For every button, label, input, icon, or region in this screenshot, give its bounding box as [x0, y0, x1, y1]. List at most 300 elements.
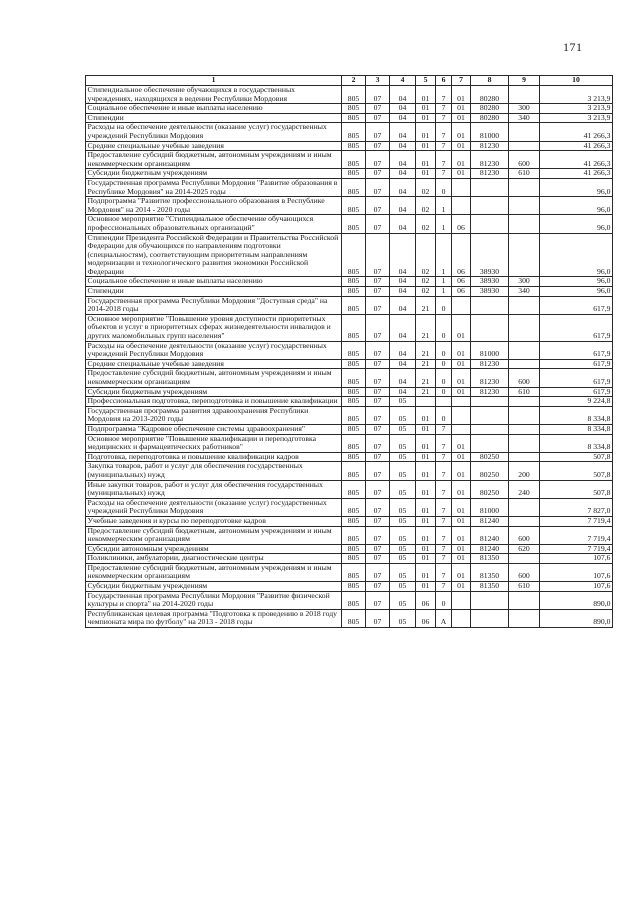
code-cell: 805: [342, 86, 366, 104]
code-cell: 610: [509, 582, 540, 592]
amount-cell: 96,0: [540, 287, 613, 297]
amount-cell: 3 213,9: [540, 104, 613, 114]
code-cell: 07: [366, 554, 390, 564]
table-row: [86, 387, 613, 397]
column-header: 6: [436, 76, 452, 86]
code-cell: 04: [390, 86, 416, 104]
code-cell: 07: [366, 369, 390, 387]
amount-cell: 96,0: [540, 197, 613, 215]
code-cell: [452, 397, 471, 407]
code-cell: 81230: [471, 359, 509, 369]
code-cell: 01: [452, 544, 471, 554]
code-cell: 04: [390, 387, 416, 397]
code-cell: 805: [342, 296, 366, 314]
column-header: 2: [342, 76, 366, 86]
code-cell: 81350: [471, 582, 509, 592]
code-cell: 200: [509, 462, 540, 480]
code-cell: [509, 397, 540, 407]
budget-table: [85, 75, 613, 628]
code-cell: 06: [452, 233, 471, 277]
code-cell: 01: [452, 582, 471, 592]
code-cell: 805: [342, 197, 366, 215]
row-name-cell: Поликлиники, амбулатории, диагностические центры: [86, 554, 342, 564]
code-cell: 06: [416, 591, 436, 609]
code-cell: 01: [452, 341, 471, 359]
row-name-cell: Расходы на обеспечение деятельности (оказание услуг) государственных учреждений Республики Мордовия: [86, 498, 342, 516]
code-cell: 01: [416, 434, 436, 452]
code-cell: 01: [452, 563, 471, 581]
code-cell: 04: [390, 197, 416, 215]
code-cell: 81230: [471, 169, 509, 179]
code-cell: [452, 178, 471, 196]
code-cell: 02: [416, 178, 436, 196]
code-cell: 7: [436, 582, 452, 592]
code-cell: [471, 296, 509, 314]
code-cell: 805: [342, 104, 366, 114]
code-cell: 07: [366, 526, 390, 544]
table-row: [86, 341, 613, 359]
code-cell: 81350: [471, 554, 509, 564]
amount-cell: 3 213,9: [540, 113, 613, 123]
code-cell: 06: [452, 287, 471, 297]
code-cell: 805: [342, 480, 366, 498]
code-cell: 05: [390, 544, 416, 554]
code-cell: 805: [342, 215, 366, 233]
code-cell: 04: [390, 341, 416, 359]
amount-cell: 617,9: [540, 341, 613, 359]
table-row: [86, 314, 613, 341]
row-name-cell: Предоставление субсидий бюджетным, автономным учреждениям и иным некоммерческим организациям: [86, 526, 342, 544]
table-row: [86, 359, 613, 369]
code-cell: 7: [436, 141, 452, 151]
code-cell: 05: [390, 424, 416, 434]
code-cell: 01: [416, 582, 436, 592]
code-cell: 21: [416, 296, 436, 314]
code-cell: 7: [436, 480, 452, 498]
code-cell: [509, 434, 540, 452]
code-cell: 81240: [471, 544, 509, 554]
code-cell: 02: [416, 277, 436, 287]
amount-cell: 617,9: [540, 359, 613, 369]
code-cell: 21: [416, 359, 436, 369]
code-cell: 7: [436, 498, 452, 516]
amount-cell: 9 224,8: [540, 397, 613, 407]
table-row: [86, 86, 613, 104]
code-cell: [509, 141, 540, 151]
code-cell: [471, 609, 509, 627]
code-cell: 80280: [471, 113, 509, 123]
code-cell: 05: [390, 498, 416, 516]
column-header: 8: [471, 76, 509, 86]
code-cell: 300: [509, 277, 540, 287]
code-cell: 07: [366, 516, 390, 526]
row-name-cell: Средние специальные учебные заведения: [86, 141, 342, 151]
code-cell: 01: [416, 123, 436, 141]
code-cell: 01: [416, 498, 436, 516]
code-cell: 01: [452, 113, 471, 123]
table-row: [86, 544, 613, 554]
row-name-cell: Предоставление субсидий бюджетным, автономным учреждениям и иным некоммерческим организациям: [86, 151, 342, 169]
code-cell: [509, 178, 540, 196]
code-cell: 01: [452, 452, 471, 462]
code-cell: 05: [390, 526, 416, 544]
code-cell: 07: [366, 462, 390, 480]
code-cell: 0: [436, 314, 452, 341]
row-name-cell: Основное мероприятие "Повышение уровня доступности приоритетных объектов и услуг в приоритетных сферах жизнедеятельности инвалидов и других маломобильных групп населения": [86, 314, 342, 341]
table-row: [86, 582, 613, 592]
row-name-cell: Субсидии бюджетным учреждениям: [86, 169, 342, 179]
code-cell: 05: [390, 582, 416, 592]
table-row: [86, 277, 613, 287]
row-name-cell: Расходы на обеспечение деятельности (оказание услуг) государственных учреждений Республики Мордовия: [86, 123, 342, 141]
code-cell: 7: [436, 563, 452, 581]
code-cell: 805: [342, 369, 366, 387]
code-cell: 805: [342, 141, 366, 151]
code-cell: 805: [342, 277, 366, 287]
code-cell: 01: [416, 452, 436, 462]
code-cell: 80280: [471, 104, 509, 114]
code-cell: 0: [436, 296, 452, 314]
code-cell: 01: [452, 554, 471, 564]
code-cell: 240: [509, 480, 540, 498]
code-cell: 06: [416, 609, 436, 627]
code-cell: 04: [390, 151, 416, 169]
amount-cell: 507,8: [540, 480, 613, 498]
code-cell: [509, 554, 540, 564]
code-cell: [509, 233, 540, 277]
code-cell: 05: [390, 591, 416, 609]
code-cell: 04: [390, 296, 416, 314]
code-cell: 07: [366, 424, 390, 434]
row-name-cell: Стипендии: [86, 113, 342, 123]
code-cell: 805: [342, 544, 366, 554]
code-cell: 805: [342, 341, 366, 359]
amount-cell: 617,9: [540, 387, 613, 397]
code-cell: 21: [416, 387, 436, 397]
table-row: [86, 424, 613, 434]
code-cell: [509, 498, 540, 516]
code-cell: 7: [436, 526, 452, 544]
code-cell: 01: [416, 554, 436, 564]
table-row: [86, 526, 613, 544]
code-cell: 21: [416, 341, 436, 359]
code-cell: [471, 215, 509, 233]
amount-cell: 96,0: [540, 233, 613, 277]
code-cell: 80250: [471, 480, 509, 498]
row-name-cell: Средние специальные учебные заведения: [86, 359, 342, 369]
code-cell: 805: [342, 151, 366, 169]
table-row: [86, 452, 613, 462]
row-name-cell: Стипендии: [86, 287, 342, 297]
code-cell: [416, 397, 436, 407]
code-cell: 80250: [471, 462, 509, 480]
code-cell: 805: [342, 452, 366, 462]
code-cell: [471, 397, 509, 407]
code-cell: 7: [436, 516, 452, 526]
code-cell: 07: [366, 86, 390, 104]
amount-cell: 107,6: [540, 563, 613, 581]
code-cell: 05: [390, 563, 416, 581]
code-cell: 07: [366, 563, 390, 581]
code-cell: 07: [366, 123, 390, 141]
code-cell: 06: [452, 277, 471, 287]
row-name-cell: Социальное обеспечение и иные выплаты населению: [86, 277, 342, 287]
code-cell: [471, 314, 509, 341]
code-cell: 805: [342, 406, 366, 424]
code-cell: 01: [452, 141, 471, 151]
row-name-cell: Предоставление субсидий бюджетным, автономным учреждениям и иным некоммерческим организациям: [86, 563, 342, 581]
code-cell: 80280: [471, 86, 509, 104]
code-cell: 05: [390, 480, 416, 498]
code-cell: [471, 434, 509, 452]
code-cell: 1: [436, 277, 452, 287]
code-cell: 300: [509, 104, 540, 114]
code-cell: 610: [509, 169, 540, 179]
code-cell: 07: [366, 359, 390, 369]
amount-cell: 107,6: [540, 582, 613, 592]
row-name-cell: Учебные заведения и курсы по переподготовке кадров: [86, 516, 342, 526]
code-cell: 7: [436, 86, 452, 104]
code-cell: [471, 424, 509, 434]
code-cell: 05: [390, 434, 416, 452]
code-cell: 04: [390, 123, 416, 141]
code-cell: [509, 215, 540, 233]
amount-cell: 96,0: [540, 277, 613, 287]
table-row: [86, 434, 613, 452]
code-cell: 01: [416, 424, 436, 434]
code-cell: 0: [436, 406, 452, 424]
code-cell: 01: [452, 462, 471, 480]
amount-cell: 8 334,8: [540, 406, 613, 424]
code-cell: 805: [342, 609, 366, 627]
code-cell: [509, 609, 540, 627]
amount-cell: 3 213,9: [540, 86, 613, 104]
amount-cell: 507,8: [540, 462, 613, 480]
code-cell: 600: [509, 526, 540, 544]
table-row: [86, 498, 613, 516]
code-cell: 01: [452, 369, 471, 387]
code-cell: 01: [416, 104, 436, 114]
amount-cell: 8 334,8: [540, 434, 613, 452]
code-cell: 07: [366, 287, 390, 297]
code-cell: [509, 314, 540, 341]
column-header: 3: [366, 76, 390, 86]
table-row: [86, 462, 613, 480]
table-row: [86, 554, 613, 564]
amount-cell: 8 334,8: [540, 424, 613, 434]
row-name-cell: Стипендии Президента Российской Федерации и Правительства Российской Федерации для обучающихся по направлениям подготовки (специальностям), соответствующим приоритетным направлениям модернизации и технологического развития экономики Российской Федерации: [86, 233, 342, 277]
table-row: [86, 113, 613, 123]
row-name-cell: Основное мероприятие "Повышение квалификации и переподготовка медицинских и фармацевтических работников": [86, 434, 342, 452]
code-cell: [452, 591, 471, 609]
code-cell: [471, 591, 509, 609]
code-cell: 04: [390, 113, 416, 123]
code-cell: [436, 397, 452, 407]
code-cell: 7: [436, 424, 452, 434]
code-cell: 7: [436, 104, 452, 114]
code-cell: 7: [436, 452, 452, 462]
column-header: 9: [509, 76, 540, 86]
code-cell: [509, 197, 540, 215]
code-cell: 610: [509, 387, 540, 397]
code-cell: 07: [366, 498, 390, 516]
code-cell: 7: [436, 554, 452, 564]
code-cell: 1: [436, 197, 452, 215]
row-name-cell: Расходы на обеспечение деятельности (оказание услуг) государственных учреждений Республики Мордовия: [86, 341, 342, 359]
code-cell: 1: [436, 287, 452, 297]
code-cell: 07: [366, 591, 390, 609]
code-cell: [452, 424, 471, 434]
code-cell: 05: [390, 462, 416, 480]
code-cell: 01: [452, 516, 471, 526]
code-cell: 805: [342, 233, 366, 277]
code-cell: 07: [366, 434, 390, 452]
code-cell: 805: [342, 498, 366, 516]
code-cell: 01: [452, 86, 471, 104]
row-name-cell: Республиканская целевая программа "Подготовка к проведению в 2018 году чемпионата мира по футболу" на 2013 - 2018 годы: [86, 609, 342, 627]
code-cell: 0: [436, 178, 452, 196]
code-cell: 01: [452, 480, 471, 498]
code-cell: 07: [366, 296, 390, 314]
code-cell: 01: [452, 169, 471, 179]
code-cell: [452, 609, 471, 627]
code-cell: 01: [452, 104, 471, 114]
amount-cell: 617,9: [540, 369, 613, 387]
column-header: 10: [540, 76, 613, 86]
code-cell: 0: [436, 369, 452, 387]
code-cell: 0: [436, 341, 452, 359]
code-cell: 01: [452, 387, 471, 397]
code-cell: 07: [366, 215, 390, 233]
table-row: [86, 397, 613, 407]
code-cell: 7: [436, 151, 452, 169]
code-cell: [509, 341, 540, 359]
table-row: [86, 233, 613, 277]
code-cell: 01: [416, 113, 436, 123]
code-cell: 01: [452, 314, 471, 341]
table-row: [86, 369, 613, 387]
code-cell: 805: [342, 563, 366, 581]
column-header: 5: [416, 76, 436, 86]
code-cell: 01: [452, 123, 471, 141]
code-cell: 07: [366, 169, 390, 179]
code-cell: 04: [390, 233, 416, 277]
code-cell: 01: [416, 462, 436, 480]
row-name-cell: Основное мероприятие "Стипендиальное обеспечение обучающихся профессиональных образовательных организаций": [86, 215, 342, 233]
table-row: [86, 141, 613, 151]
row-name-cell: Социальное обеспечение и иные выплаты населению: [86, 104, 342, 114]
amount-cell: 41 266,3: [540, 151, 613, 169]
code-cell: 7: [436, 113, 452, 123]
amount-cell: 7 719,4: [540, 526, 613, 544]
code-cell: 07: [366, 314, 390, 341]
code-cell: 07: [366, 544, 390, 554]
code-cell: 805: [342, 314, 366, 341]
row-name-cell: Субсидии автономным учреждениям: [86, 544, 342, 554]
code-cell: 805: [342, 582, 366, 592]
code-cell: [452, 296, 471, 314]
table-row: [86, 480, 613, 498]
code-cell: А: [436, 609, 452, 627]
code-cell: 01: [416, 86, 436, 104]
code-cell: 01: [416, 406, 436, 424]
code-cell: 05: [390, 397, 416, 407]
code-cell: 04: [390, 169, 416, 179]
code-cell: 620: [509, 544, 540, 554]
code-cell: 07: [366, 233, 390, 277]
table-row: [86, 591, 613, 609]
table-row: [86, 197, 613, 215]
code-cell: 02: [416, 233, 436, 277]
code-cell: 02: [416, 215, 436, 233]
table-row: [86, 104, 613, 114]
table-row: [86, 516, 613, 526]
code-cell: 1: [436, 233, 452, 277]
code-cell: 7: [436, 169, 452, 179]
row-name-cell: Субсидии бюджетным учреждениям: [86, 387, 342, 397]
code-cell: 805: [342, 123, 366, 141]
code-cell: 05: [390, 554, 416, 564]
code-cell: 01: [416, 526, 436, 544]
row-name-cell: Субсидии бюджетным учреждениям: [86, 582, 342, 592]
code-cell: 805: [342, 397, 366, 407]
code-cell: 04: [390, 178, 416, 196]
code-cell: [471, 178, 509, 196]
amount-cell: 96,0: [540, 178, 613, 196]
code-cell: 05: [390, 406, 416, 424]
code-cell: 38930: [471, 287, 509, 297]
code-cell: 01: [416, 169, 436, 179]
amount-cell: 7 719,4: [540, 516, 613, 526]
code-cell: 805: [342, 113, 366, 123]
code-cell: 0: [436, 387, 452, 397]
code-cell: 07: [366, 141, 390, 151]
code-cell: 04: [390, 359, 416, 369]
code-cell: 04: [390, 141, 416, 151]
code-cell: 805: [342, 554, 366, 564]
column-header: 4: [390, 76, 416, 86]
row-name-cell: Закупка товаров, работ и услуг для обеспечения государственных (муниципальных) нужд: [86, 462, 342, 480]
code-cell: 805: [342, 526, 366, 544]
code-cell: 340: [509, 113, 540, 123]
code-cell: 38930: [471, 277, 509, 287]
amount-cell: 890,0: [540, 591, 613, 609]
code-cell: 04: [390, 215, 416, 233]
code-cell: 07: [366, 406, 390, 424]
code-cell: 81240: [471, 516, 509, 526]
code-cell: 7: [436, 462, 452, 480]
amount-cell: 890,0: [540, 609, 613, 627]
code-cell: 805: [342, 462, 366, 480]
code-cell: 80250: [471, 452, 509, 462]
code-cell: 7: [436, 544, 452, 554]
table-row: [86, 287, 613, 297]
code-cell: 04: [390, 277, 416, 287]
code-cell: [452, 406, 471, 424]
table-row: [86, 215, 613, 233]
code-cell: 0: [436, 359, 452, 369]
amount-cell: 7 827,0: [540, 498, 613, 516]
code-cell: 805: [342, 287, 366, 297]
code-cell: [471, 197, 509, 215]
code-cell: 07: [366, 480, 390, 498]
code-cell: [509, 406, 540, 424]
code-cell: [509, 591, 540, 609]
code-cell: [509, 86, 540, 104]
code-cell: [509, 359, 540, 369]
code-cell: 01: [452, 151, 471, 169]
amount-cell: 107,6: [540, 554, 613, 564]
